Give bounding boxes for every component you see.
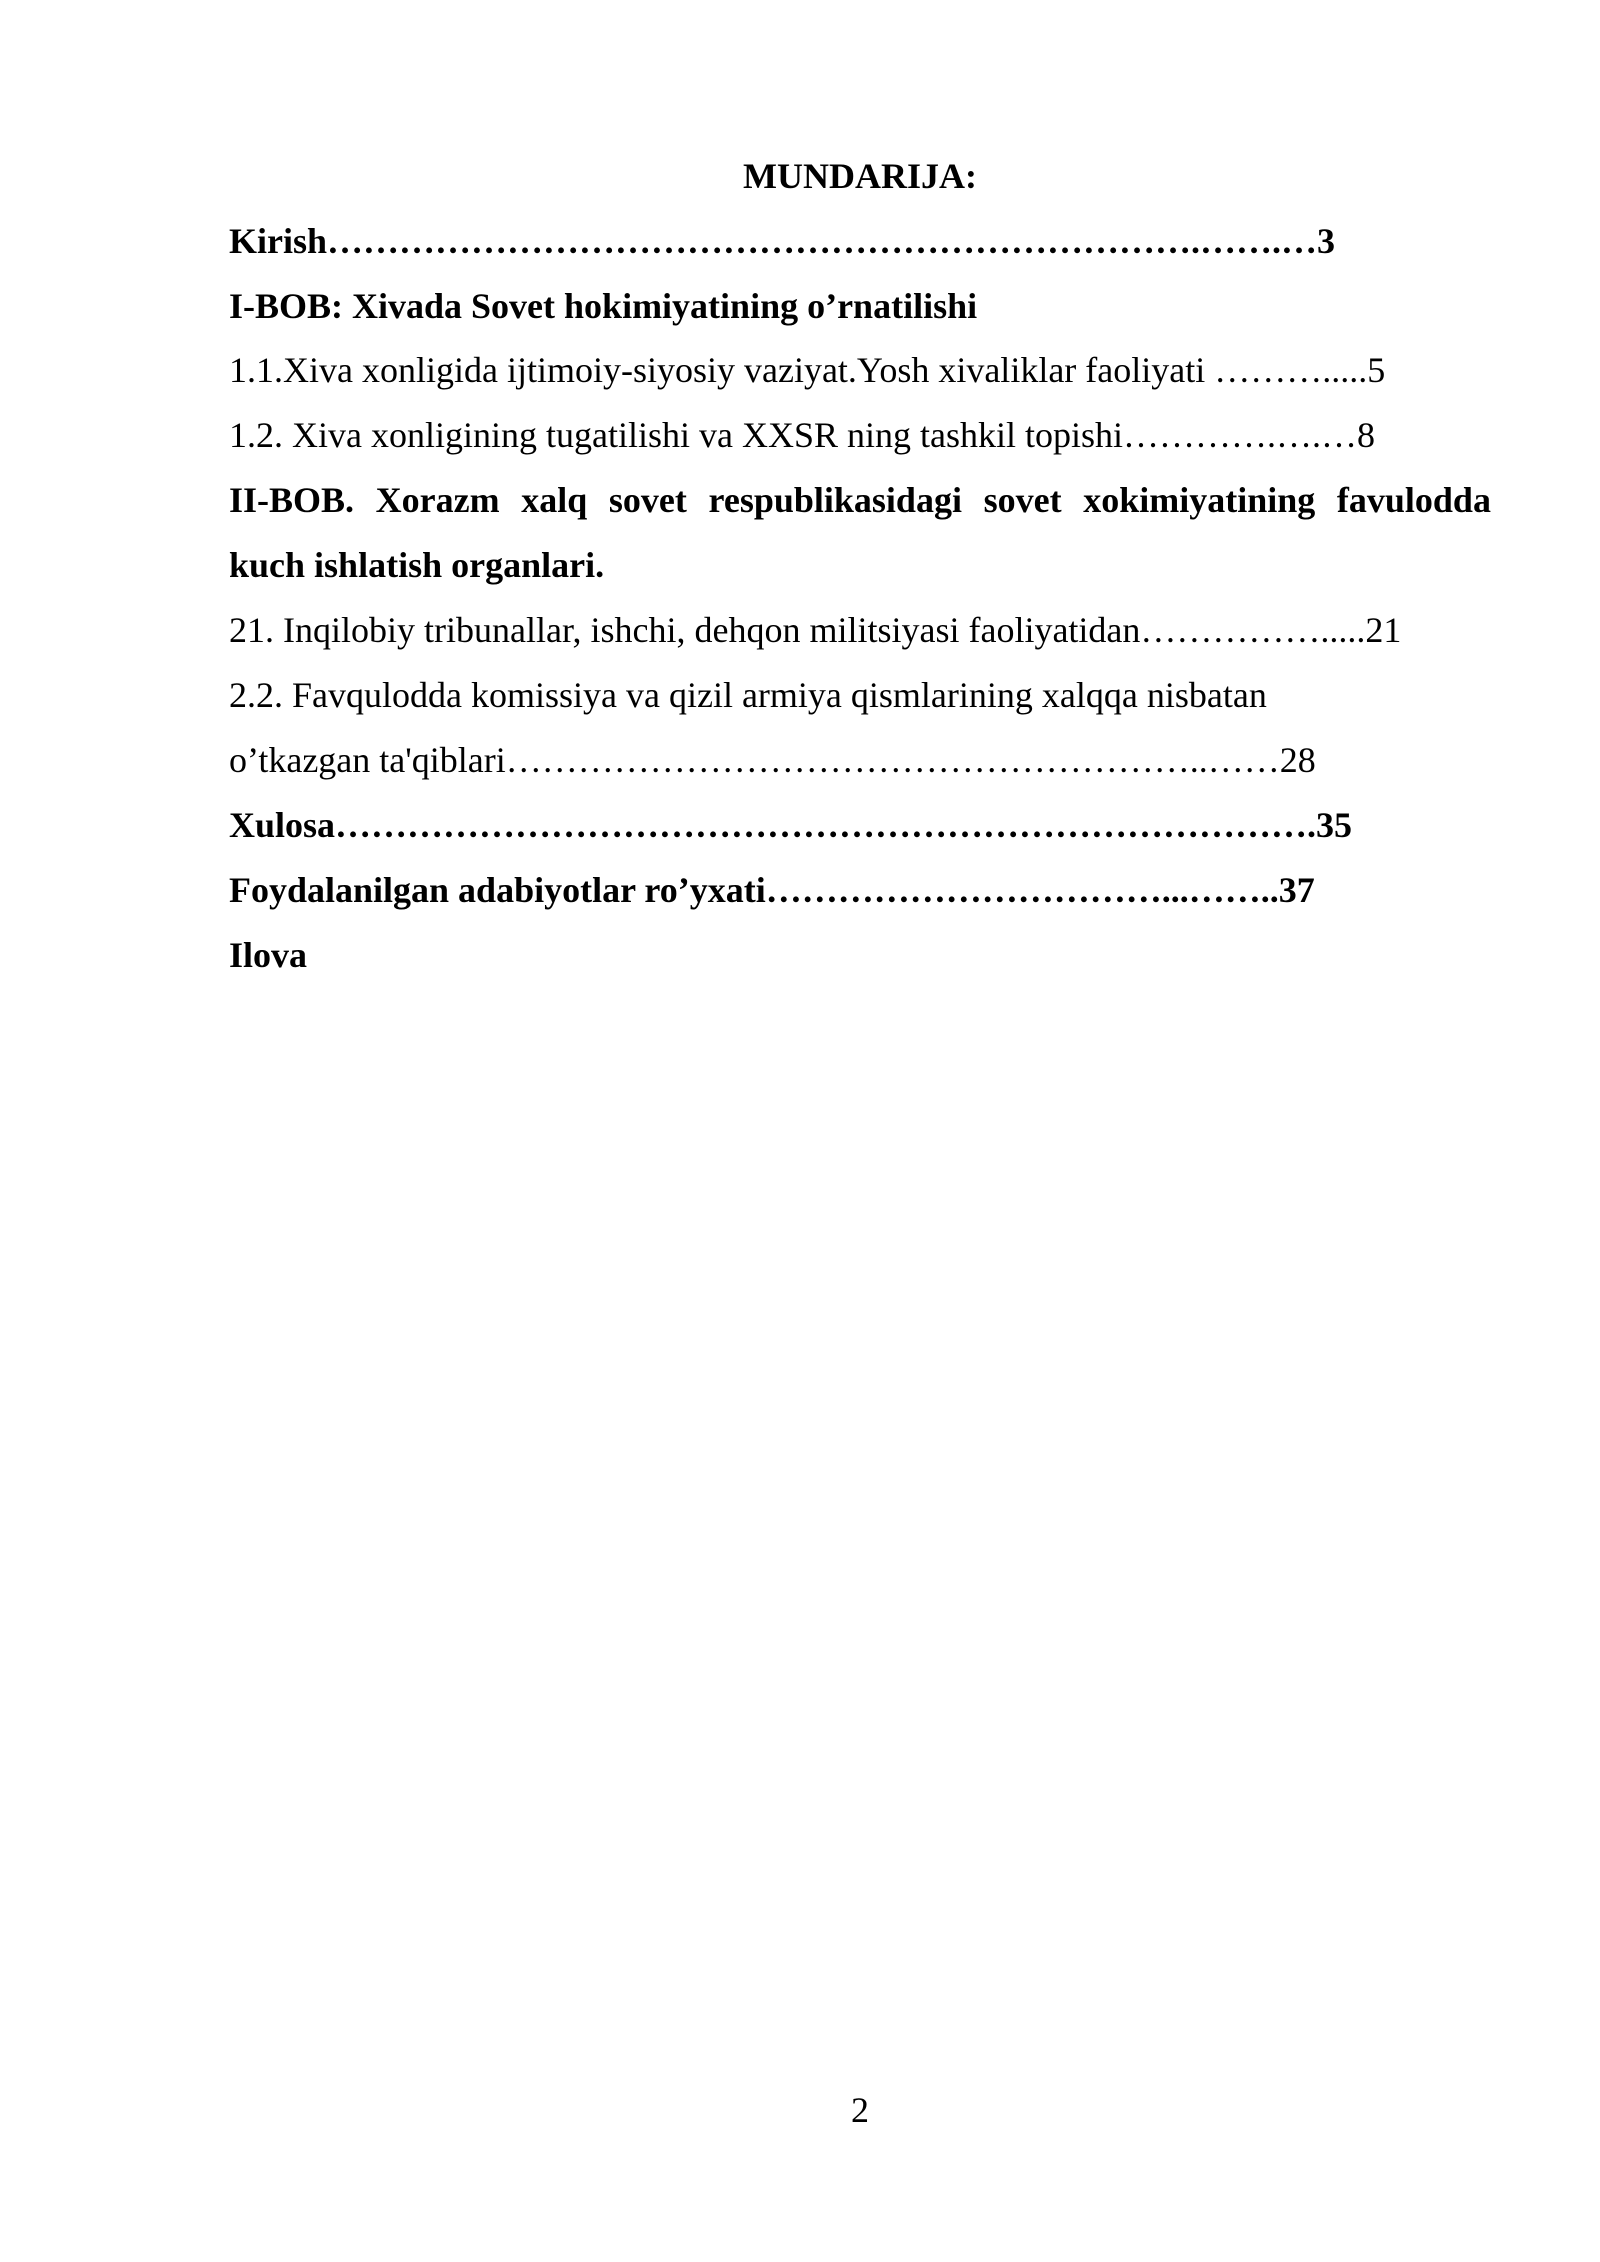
- word: sovet: [983, 480, 1062, 520]
- toc-entry-1-2: 1.2. Xiva xonligining tugatilishi va XXSR ning tashkil topishi………….….…8: [229, 415, 1376, 455]
- toc-entry-1-1: 1.1.Xiva xonligida ijtimoiy-siyosiy vaziyat.Yosh xivaliklar faoliyati ……….....5: [229, 350, 1386, 390]
- word: sovet: [608, 480, 687, 520]
- word: respublikasidagi: [708, 480, 962, 520]
- toc-chapter-2-heading-line-2: kuch ishlatish organlari.: [229, 545, 605, 585]
- word: xalq: [521, 480, 588, 520]
- word: favulodda: [1336, 480, 1491, 520]
- toc-entry-xulosa: Xulosa……………………………………………………………………….35: [229, 805, 1353, 845]
- toc-entry-2-2-line-2: o’tkazgan ta'qiblari…………………………………………………..……28: [229, 740, 1316, 780]
- toc-entry-2-1: 21. Inqilobiy tribunallar, ishchi, dehqon militsiyasi faoliyatidan…………….....21: [229, 610, 1402, 650]
- word: Xorazm: [375, 480, 500, 520]
- toc-entry-bibliography: Foydalanilgan adabiyotlar ro’yxati……………………………...……..37: [229, 870, 1315, 910]
- toc-entry-kirish: Kirish……………………………………………………………….…….…3: [229, 221, 1336, 261]
- toc-chapter-1-heading: I-BOB: Xivada Sovet hokimiyatining o’rnatilishi: [229, 286, 978, 326]
- toc-chapter-2-heading-line-1: [229, 476, 1491, 524]
- toc-entry-2-2-line-1: 2.2. Favqulodda komissiya va qizil armiya qismlarining xalqqa nisbatan: [229, 675, 1267, 715]
- toc-title: MUNDARIJA:: [743, 156, 977, 196]
- word: xokimiyatining: [1083, 480, 1316, 520]
- word: II-BOB.: [229, 480, 355, 520]
- toc-entry-ilova: Ilova: [229, 935, 308, 975]
- page-number: 2: [851, 2090, 869, 2130]
